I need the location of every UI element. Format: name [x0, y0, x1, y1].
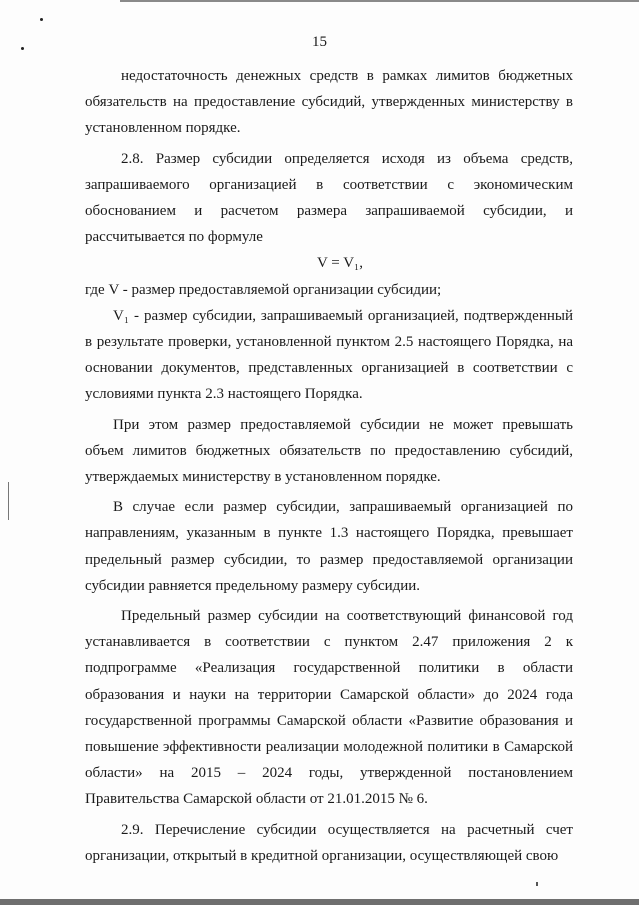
scan-edge-line	[120, 0, 639, 2]
paragraph-formula-v-definition: где V - размер предоставляемой организации субсидии;	[85, 281, 442, 298]
scan-speck	[536, 882, 538, 886]
formula: V = V₁,	[316, 255, 363, 272]
paragraph-limit-establishment: Предельный размер субсидии на соответствующий финансовой год устанавливается в соответствии с пунктом 2.47 приложения 2 к подпрограмме «Реализация государственной политики в области образования и науки на территории Самарской области» до 2024 года государственной программы Самарской области «Развитие образования и повышение эффективности реализации молодежной политики в Самарской области» на 2015 – 2024 годы, утвержденной постановлением Правительства Самарской области от 21.01.2015 № 6.	[85, 608, 573, 808]
scan-speck	[40, 18, 43, 21]
paragraph-exceeds-limit: В случае если размер субсидии, запрашиваемый организацией по направлениям, указанным в пункте 1.3 настоящего Порядка, превышает предельный размер субсидии, то размер предоставляемой организации субсидии равняется предельному размеру субсидии.	[85, 499, 573, 594]
paragraph-insufficient-funds: недостаточность денежных средств в рамках лимитов бюджетных обязательств на предоставление субсидий, утвержденных министерству в установленном порядке.	[85, 68, 573, 137]
paragraph-subsidy-limit: При этом размер предоставляемой субсидии не может превышать объем лимитов бюджетных обязательств по предоставлению субсидий, утверждаемых министерству в установленном порядке.	[85, 416, 573, 486]
scan-margin-mark	[8, 482, 9, 520]
document-body	[85, 63, 573, 869]
paragraph-formula-v1-definition: V₁ - размер субсидии, запрашиваемый организацией, подтвержденный в результате проверки, установленной пунктом 2.5 настоящего Порядка, на основании документов, представленных организацией в соответствии с условиями пункта 2.3 настоящего Порядка.	[85, 307, 573, 403]
paragraph-2-8-subsidy-size: 2.8. Размер субсидии определяется исходя из объема средств, запрашиваемого организацией в соответствии с экономическим обоснованием и расчетом размера запрашиваемой субсидии, и рассчитывается по формуле	[85, 150, 573, 246]
paragraph-2-9-transfer: 2.9. Перечисление субсидии осуществляется на расчетный счет организации, открытый в кредитной организации, осуществляющей свою	[85, 821, 573, 864]
page-number: 15	[312, 34, 327, 50]
scan-bottom-edge	[0, 899, 639, 905]
